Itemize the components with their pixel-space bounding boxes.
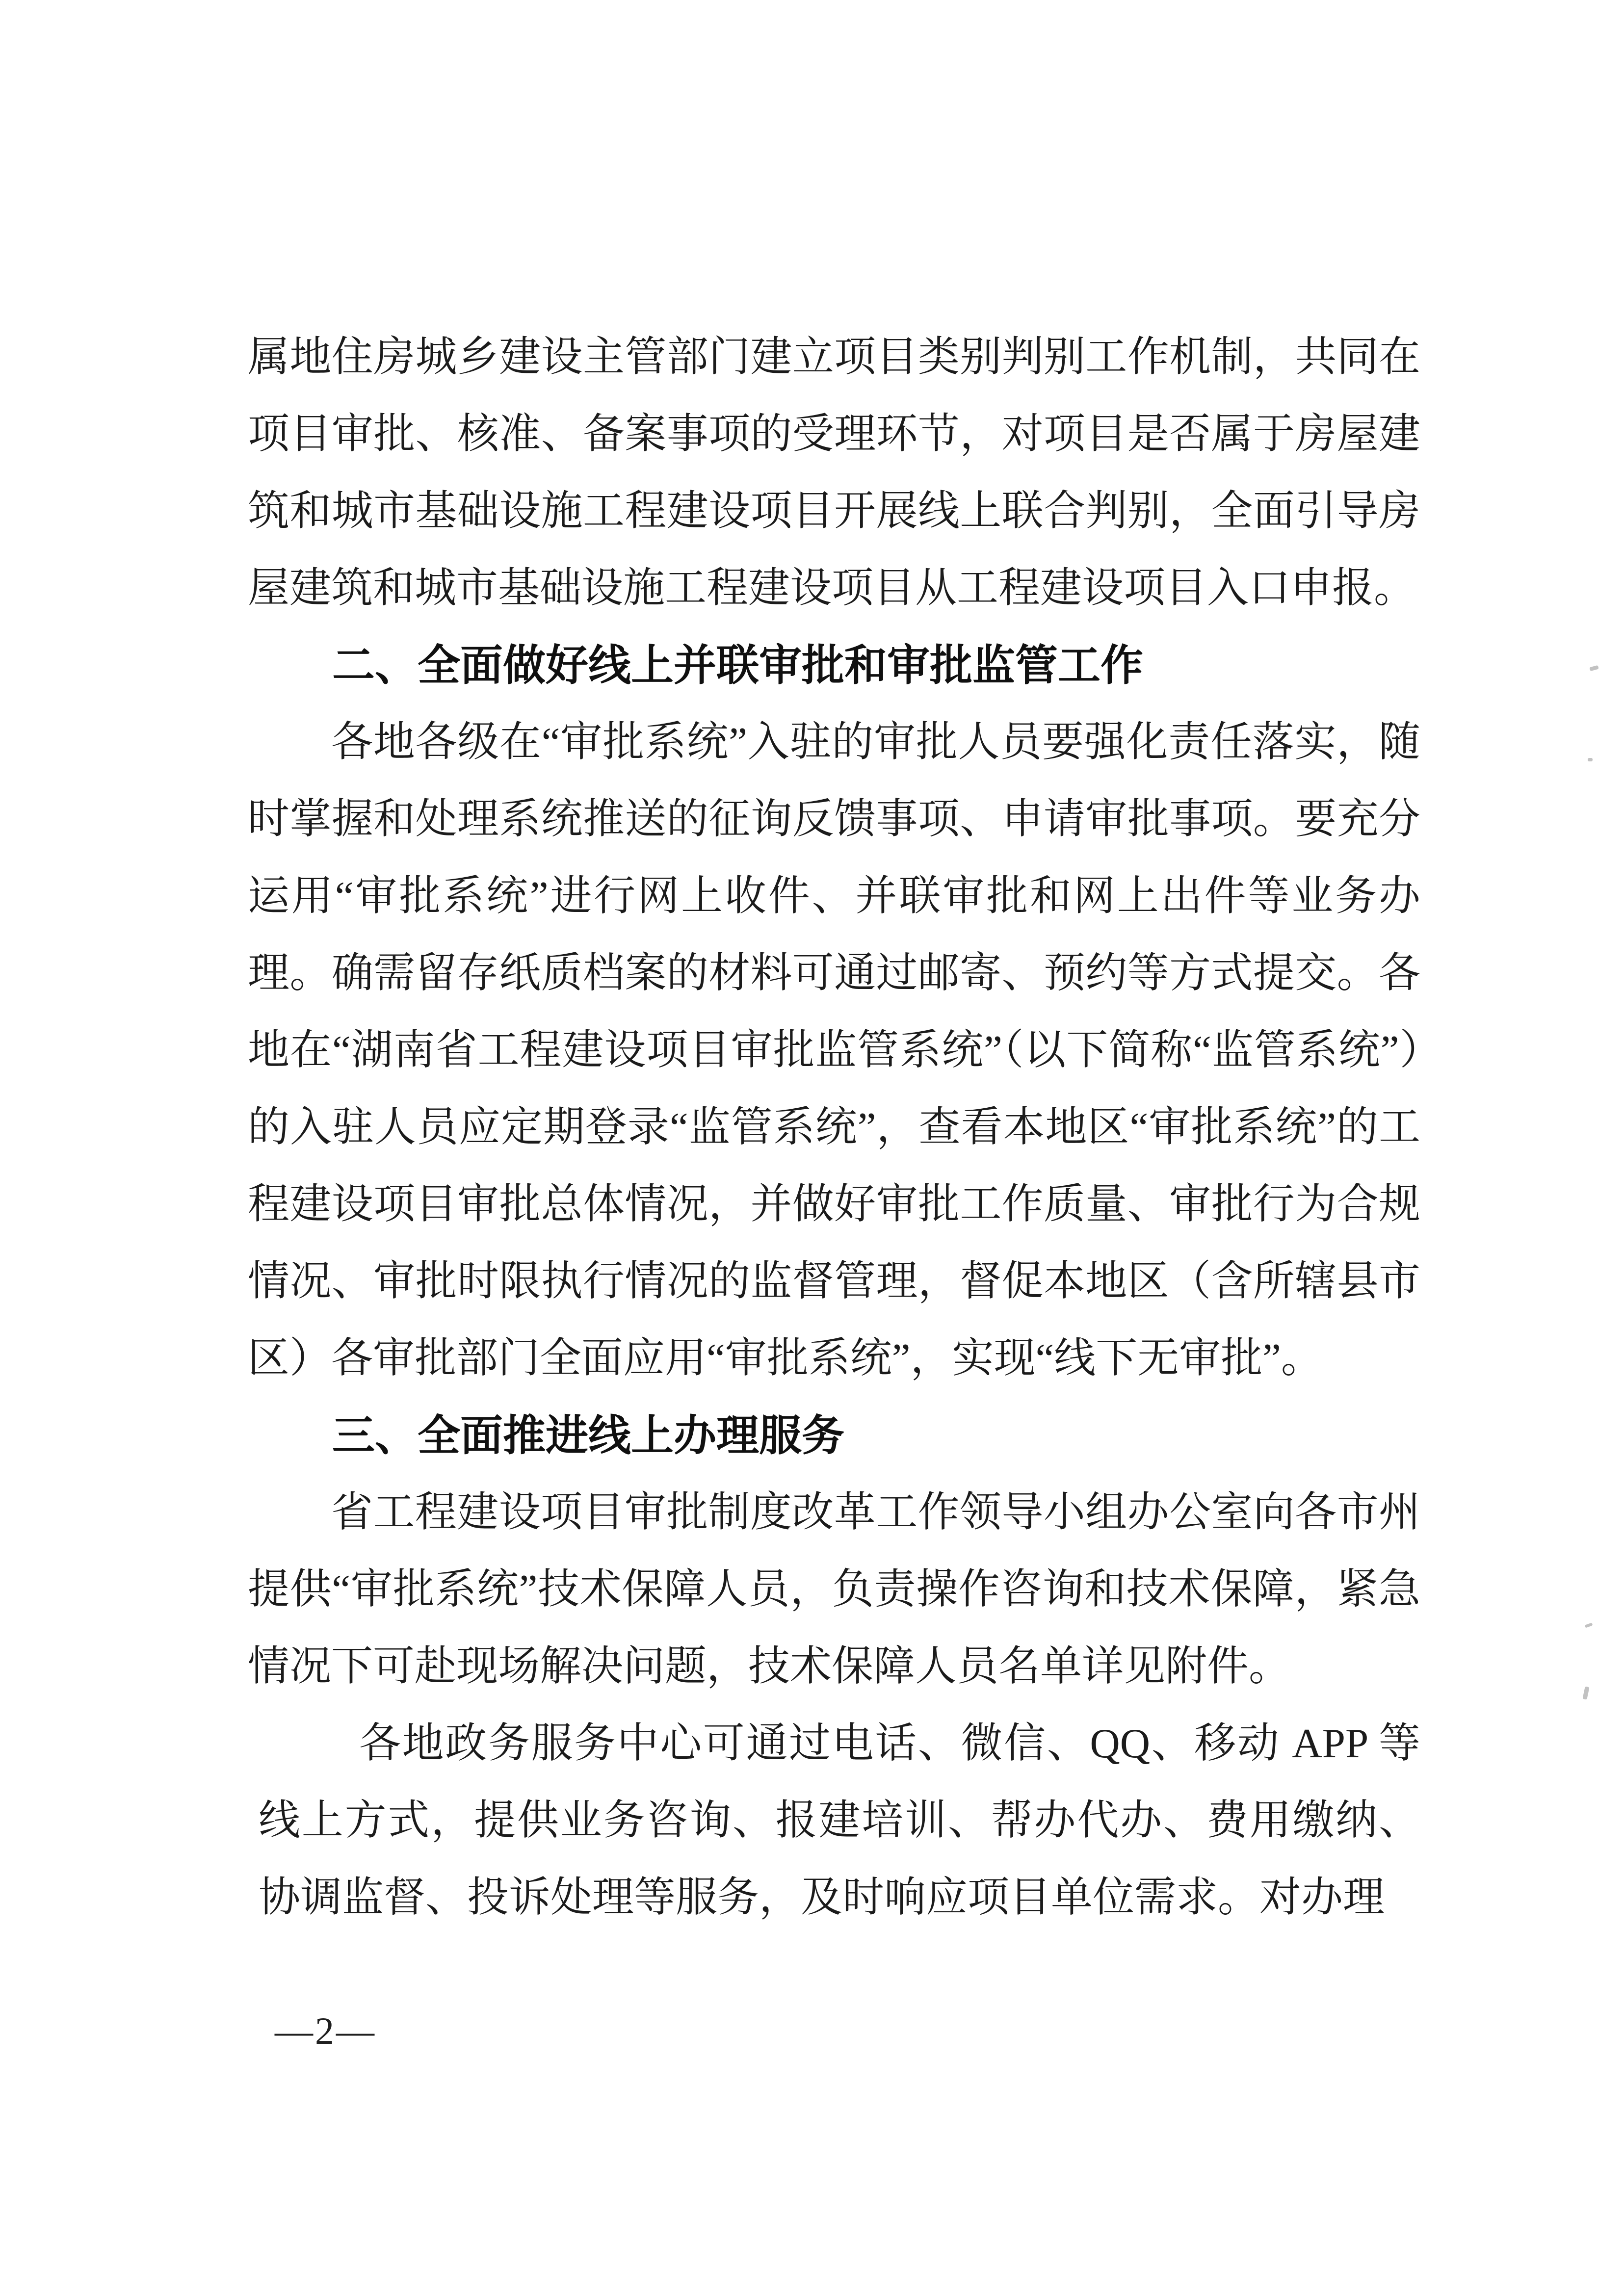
scan-artifact <box>1588 758 1593 761</box>
paragraph-section-2: 各地各级在“审批系统”入驻的审批人员要强化责任落实，随时掌握和处理系统推送的征询反馈事项、申请审批事项。要充分运用“审批系统”进行网上收件、并联审批和网上出件等业务办理。确需留存纸质档案的材料可通过邮寄、预约等方式提交。各地在“湖南省工程建设项目审批监管系统”（以下简称“监管系统”）的入驻人员应定期登录“监管系统”，查看本地区“审批系统”的工程建设项目审批总体情况，并做好审批工作质量、审批行为合规情况、审批时限执行情况的监督管理，督促本地区（含所辖县市区）各审批部门全面应用“审批系统”，实现“线下无审批”。 <box>248 719 1420 1381</box>
document-body <box>248 319 1420 1936</box>
scan-artifact <box>1584 1622 1593 1628</box>
scan-artifact <box>1582 1686 1589 1699</box>
page-number: —2— <box>275 2009 376 2052</box>
section-heading-3: 三、全面推进线上办理服务 <box>332 1412 844 1459</box>
scan-artifact <box>1589 665 1598 671</box>
paragraph-section-3-continued: 各地政务服务中心可通过电话、微信、QQ、移动 APP 等线上方式，提供业务咨询、报建培训、帮办代办、费用缴纳、协调监督、投诉处理等服务，及时响应项目单位需求。对办理 <box>259 1720 1420 1921</box>
paragraph-continuation: 属地住房城乡建设主管部门建立项目类别判别工作机制，共同在项目审批、核准、备案事项的受理环节，对项目是否属于房屋建筑和城市基础设施工程建设项目开展线上联合判别，全面引导房屋建筑和城市基础设施工程建设项目从工程建设项目入口申报。 <box>248 334 1420 611</box>
section-heading-2: 二、全面做好线上并联审批和审批监管工作 <box>332 642 1143 689</box>
paragraph-section-3: 省工程建设项目审批制度改革工作领导小组办公室向各市州提供“审批系统”技术保障人员，负责操作咨询和技术保障，紧急情况下可赴现场解决问题，技术保障人员名单详见附件。 <box>248 1489 1420 1690</box>
